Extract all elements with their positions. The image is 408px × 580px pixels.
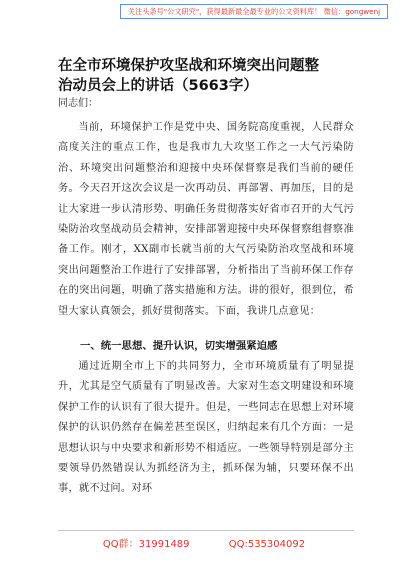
document-title [58,56,358,96]
header-banner: 关注头条号"公文研究"，获得最新最全最专业的公文资料库！ 微信：gongwenj [120,4,388,19]
paragraph-intro: 当前，环境保护工作是党中央、国务院高度重视，人民群众高度关注的重点工作，也是我市九大攻坚工作之一大气污染防治、环境突出问题整治和迎接中央环保督察是我们当前的硬任务。今天召开这次会议是一次再动员、再部署、再加压，目的是让大家进一步认清形势、明确任务贯彻落实好省市召开的大气污染防治攻坚战动员会精神，安排部署迎接中央环保督察组督察准备工作。刚才，XX副市长就当前的大气污染防治攻坚战和环境突出问题整治工作进行了安排部署，分析指出了当前环保工作存在的突出问题，明确了落实措施和方法。讲的很好，很到位，希望大家认真领会，抓好贯彻落实。下面，我讲几点意见： [58,122,354,317]
footer [0,535,408,550]
greeting: 同志们： [58,98,98,109]
footer-qq: QQ:535304092 [228,539,306,550]
footer-qq-group: QQ群：31991489 [102,539,190,550]
footer-divider [58,530,354,531]
document-title-line-1: 在全市环境保护攻坚战和环境突出问题整 [58,58,319,74]
section-heading: 一、统一思想、提升认识，切实增强紧迫感 [80,340,278,352]
document-title-line-2: 治动员会上的讲话（5663字） [58,78,258,94]
paragraph-section-one: 通过近期全市上下的共同努力，全市环境质量有了明显提升，尤其是空气质量有了明显改善。大家对生态文明建设和环境保护工作的认识有了很大提升。但是，一些同志在思想上对环境保护的认识仍然存在偏差甚至误区，归纳起来有几个方面：一是思想认识与中央要求和新形势不相适应。一些领导特别是部分主要领导仍然错误认为抓经济为主，抓环保为辅，只要环保不出事，就不过问。对环 [58,361,354,495]
